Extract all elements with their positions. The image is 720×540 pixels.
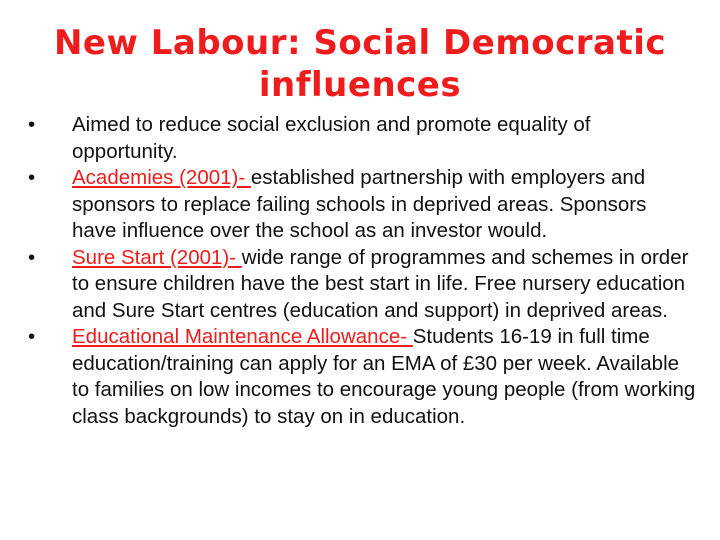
bullet-dot-icon: • xyxy=(28,245,36,269)
bullet-term: Sure Start (2001)- xyxy=(72,245,242,269)
bullet-item xyxy=(28,112,696,165)
slide-title: New Labour: Social Democratic influences xyxy=(53,23,667,105)
bullet-dot-icon: • xyxy=(28,325,36,348)
bullet-text: wide range of programmes and schemes in order to ensure children have the best start in life. Free nursery education and Sure Start centres (education and support) in deprived areas. xyxy=(72,245,689,322)
bullet-term: Academies (2001)- xyxy=(72,166,251,189)
bullet-text: Aimed to reduce social exclusion and promote equality of opportunity. xyxy=(72,113,591,163)
bullet-dot-icon: • xyxy=(28,113,36,136)
bullet-item xyxy=(28,165,696,245)
bullet-dot-icon: • xyxy=(28,166,36,189)
bullet-item xyxy=(28,245,696,325)
bullet-item xyxy=(28,324,696,430)
bullet-list xyxy=(28,112,696,430)
bullet-term: Educational Maintenance Allowance- xyxy=(72,325,413,348)
bullet-text: established partnership with employers and sponsors to replace failing schools in deprived areas. Sponsors have influence over the school as an investor would. xyxy=(72,166,647,242)
bullet-text: Students 16-19 in full time education/training can apply for an EMA of £30 per week. Available to families on low incomes to encourage young people (from working class backgrounds) to stay on in education. xyxy=(72,325,696,428)
